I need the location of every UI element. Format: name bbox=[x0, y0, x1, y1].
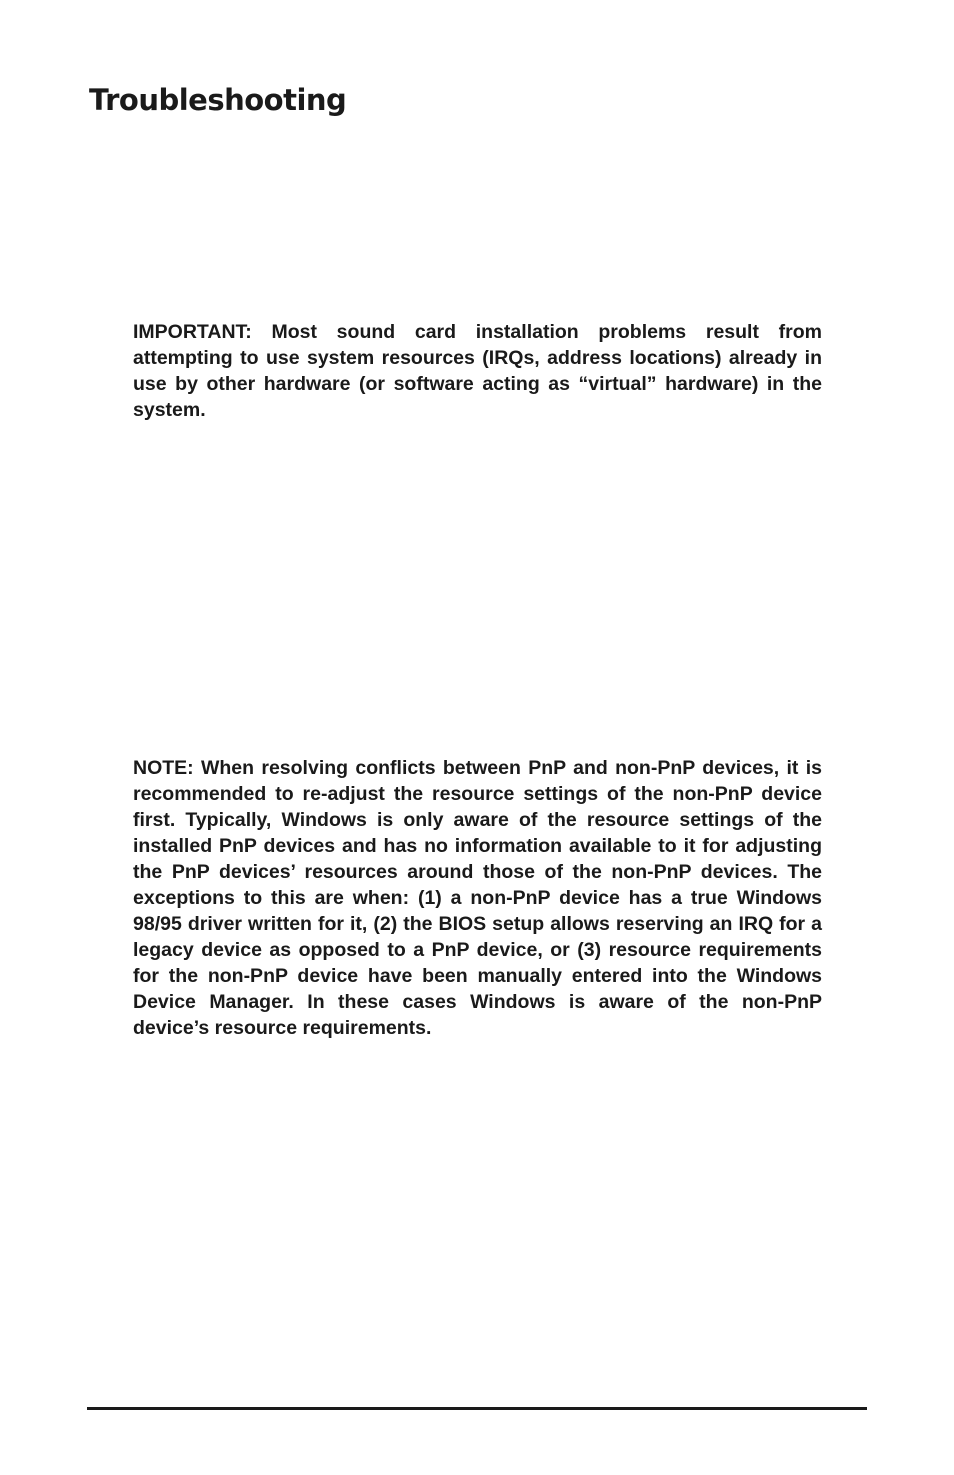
page-title: Troubleshooting bbox=[89, 83, 347, 117]
footer-rule bbox=[87, 1407, 867, 1410]
important-paragraph: IMPORTANT: Most sound card installation problems result from attempting to use system resources (IRQs, address locations) already in use by other hardware (or software acting as “virtual” hardware) in the system. bbox=[133, 321, 822, 421]
note-paragraph: NOTE: When resolving conflicts between PnP and non-PnP devices, it is recommended to re-adjust the resource settings of the non-PnP device first. Typically, Windows is only aware of the resource settings of the installed PnP devices and has no information available to it for adjusting the PnP devices’ resources around those of the non-PnP devices. The exceptions to this are when: (1) a non-PnP device has a true Windows 98/95 driver written for it, (2) the BIOS setup allows reserving an IRQ for a legacy device as opposed to a PnP device, or (3) resource requirements for the non-PnP device have been manually entered into the Windows Device Manager. In these cases Windows is aware of the non-PnP device’s resource requirements. bbox=[133, 757, 822, 1039]
